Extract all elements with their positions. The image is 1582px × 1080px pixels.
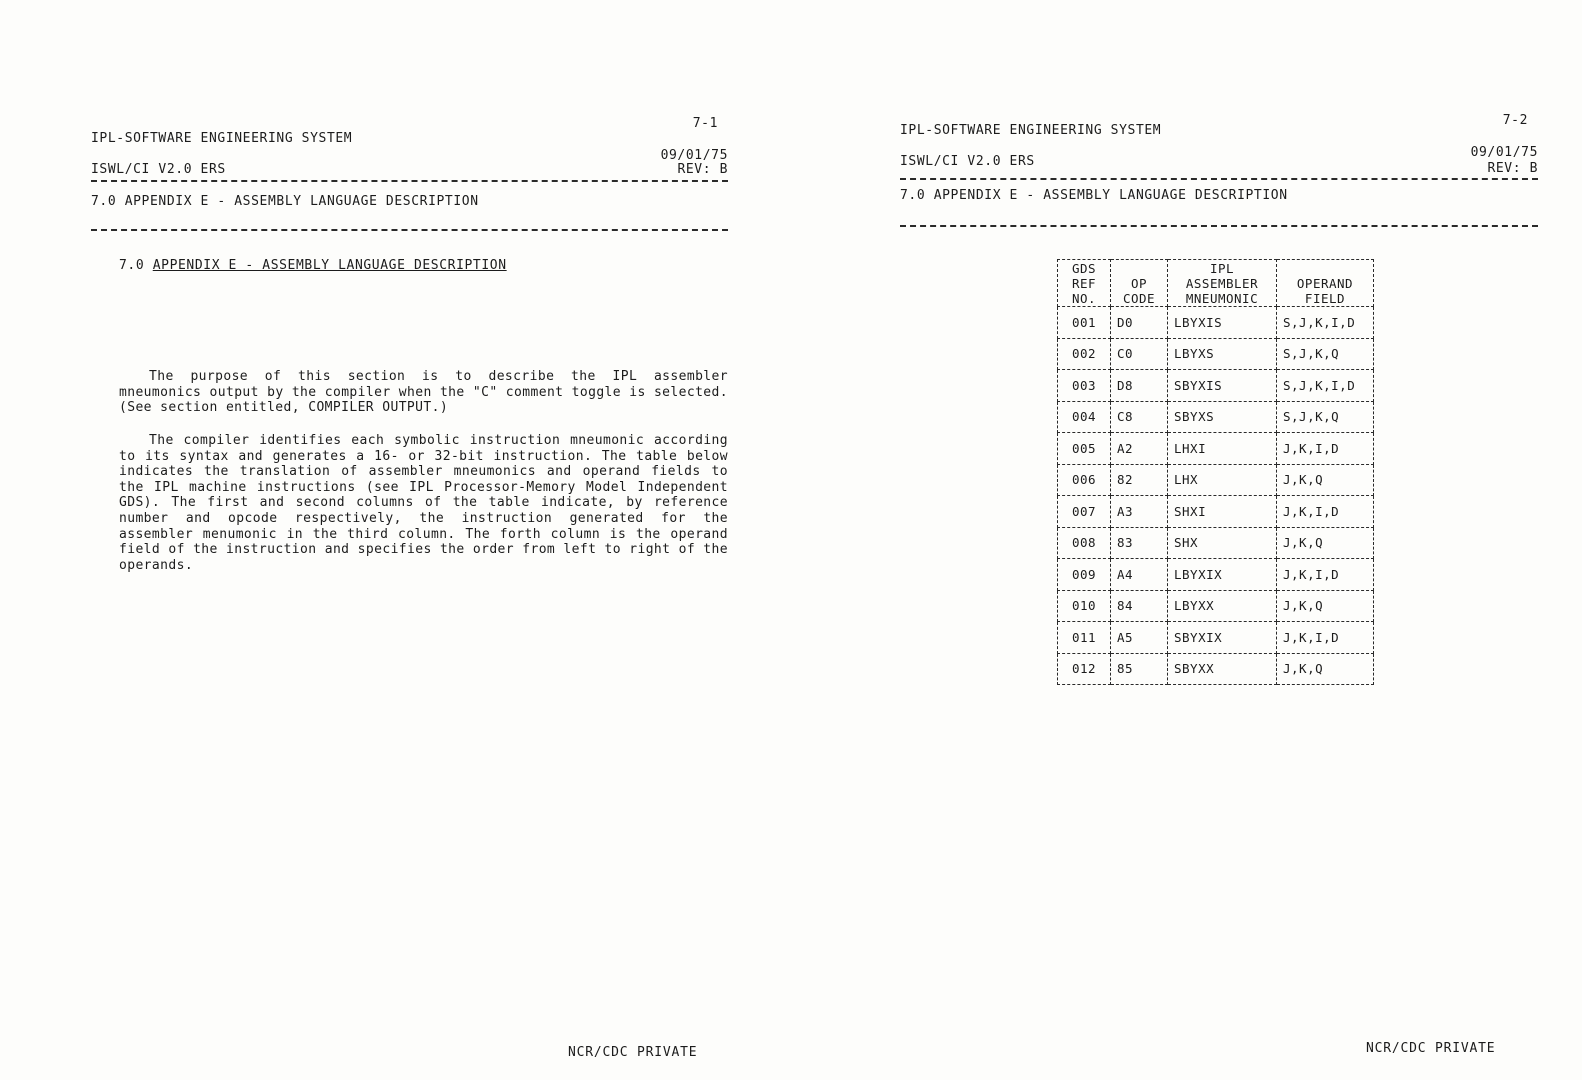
table-row [1058, 401, 1374, 433]
opcode-cell: 84 [1111, 590, 1168, 622]
section-header: 7.0 APPENDIX E - ASSEMBLY LANGUAGE DESCRIPTION [91, 194, 479, 209]
page-number: 7-1 [692, 116, 718, 131]
mneumonic-cell: SBYXIX [1168, 622, 1277, 654]
operand-cell: S,J,K,I,D [1277, 370, 1374, 402]
operand-cell: J,K,I,D [1277, 559, 1374, 591]
page-7-2 [800, 0, 1582, 1080]
section-rule [900, 225, 1538, 227]
operand-cell: S,J,K,Q [1277, 338, 1374, 370]
footer-private: NCR/CDC PRIVATE [568, 1045, 698, 1060]
ref-no-cell: 003 [1058, 370, 1111, 402]
mneumonic-cell: LBYXIX [1168, 559, 1277, 591]
table-row [1058, 559, 1374, 591]
section-heading [119, 258, 507, 273]
ref-no-cell: 004 [1058, 401, 1111, 433]
operand-cell: J,K,Q [1277, 464, 1374, 496]
opcode-cell: 85 [1111, 653, 1168, 685]
heading-number: 7.0 [119, 258, 145, 273]
opcode-cell: A2 [1111, 433, 1168, 465]
opcode-cell: A3 [1111, 496, 1168, 528]
table-row [1058, 370, 1374, 402]
mneumonic-cell: LBYXX [1168, 590, 1277, 622]
opcode-table [1057, 259, 1374, 685]
mneumonic-cell: SHXI [1168, 496, 1277, 528]
doc-revision: REV: B [1487, 161, 1538, 176]
footer-private: NCR/CDC PRIVATE [1366, 1041, 1496, 1056]
ref-no-cell: 012 [1058, 653, 1111, 685]
mneumonic-cell: SBYXX [1168, 653, 1277, 685]
mneumonic-cell: LHX [1168, 464, 1277, 496]
ref-no-cell: 002 [1058, 338, 1111, 370]
table-header-row [1058, 260, 1374, 307]
table-row [1058, 653, 1374, 685]
opcode-cell: 82 [1111, 464, 1168, 496]
ref-no-cell: 005 [1058, 433, 1111, 465]
ref-no-cell: 008 [1058, 527, 1111, 559]
paragraph-purpose [119, 369, 728, 416]
header-rule [900, 178, 1538, 180]
col-ipl-assembler-mneumonic: IPL ASSEMBLER MNEUMONIC [1168, 260, 1277, 307]
mneumonic-cell: SBYXIS [1168, 370, 1277, 402]
table-row [1058, 496, 1374, 528]
ref-no-cell: 009 [1058, 559, 1111, 591]
opcode-cell: D8 [1111, 370, 1168, 402]
mneumonic-cell: LHXI [1168, 433, 1277, 465]
operand-cell: J,K,I,D [1277, 433, 1374, 465]
mneumonic-cell: SHX [1168, 527, 1277, 559]
heading-title: APPENDIX E - ASSEMBLY LANGUAGE DESCRIPTION [152, 258, 507, 273]
table-row [1058, 433, 1374, 465]
paragraph-purpose-text: The purpose of this section is to describe the IPL assembler mneumonics output by the compiler when the "C" comment toggle is selected. (See section entitled, COMPILER OUTPUT.) [119, 369, 728, 416]
table-row [1058, 622, 1374, 654]
ref-no-cell: 011 [1058, 622, 1111, 654]
col-op-code: OP CODE [1111, 260, 1168, 307]
opcode-cell: A5 [1111, 622, 1168, 654]
opcode-cell: A4 [1111, 559, 1168, 591]
page-number: 7-2 [1502, 113, 1528, 128]
paragraph-compiler-text: The compiler identifies each symbolic instruction mneumonic according to its syntax and generates a 16- or 32-bit instruction. The table below indicates the translation of assembler mneumonics and operand fields to the IPL machine instructions (see IPL Processor-Memory Model Independent GDS). The first and second columns of the table indicate, by reference number and opcode respectively, the instruction generated for the assembler menumonic in the third column. The forth column is the operand field of the instruction and specifies the order from left to right of the operands. [119, 433, 728, 573]
operand-cell: J,K,Q [1277, 527, 1374, 559]
mneumonic-cell: SBYXS [1168, 401, 1277, 433]
page-7-1 [0, 0, 790, 1080]
table-row [1058, 464, 1374, 496]
opcode-cell: 83 [1111, 527, 1168, 559]
ref-no-cell: 010 [1058, 590, 1111, 622]
operand-cell: S,J,K,Q [1277, 401, 1374, 433]
table-row [1058, 590, 1374, 622]
mneumonic-cell: LBYXIS [1168, 307, 1277, 339]
table-row [1058, 307, 1374, 339]
operand-cell: J,K,I,D [1277, 622, 1374, 654]
doc-id: ISWL/CI V2.0 ERS [91, 162, 226, 177]
header-rule [91, 180, 728, 182]
opcode-cell: C8 [1111, 401, 1168, 433]
doc-revision: REV: B [677, 162, 728, 177]
section-header: 7.0 APPENDIX E - ASSEMBLY LANGUAGE DESCRIPTION [900, 188, 1288, 203]
ref-no-cell: 006 [1058, 464, 1111, 496]
operand-cell: S,J,K,I,D [1277, 307, 1374, 339]
opcode-cell: C0 [1111, 338, 1168, 370]
system-title: IPL-SOFTWARE ENGINEERING SYSTEM [900, 123, 1162, 138]
col-gds-ref-no: GDS REF NO. [1058, 260, 1111, 307]
table-row [1058, 527, 1374, 559]
col-operand-field: OPERAND FIELD [1277, 260, 1374, 307]
doc-id: ISWL/CI V2.0 ERS [900, 154, 1035, 169]
section-rule [91, 229, 728, 231]
operand-cell: J,K,Q [1277, 653, 1374, 685]
doc-date: 09/01/75 [660, 148, 728, 163]
opcode-cell: D0 [1111, 307, 1168, 339]
table-row [1058, 338, 1374, 370]
paragraph-compiler [119, 433, 728, 573]
operand-cell: J,K,Q [1277, 590, 1374, 622]
ref-no-cell: 007 [1058, 496, 1111, 528]
mneumonic-cell: LBYXS [1168, 338, 1277, 370]
ref-no-cell: 001 [1058, 307, 1111, 339]
system-title: IPL-SOFTWARE ENGINEERING SYSTEM [91, 131, 353, 146]
operand-cell: J,K,I,D [1277, 496, 1374, 528]
doc-date: 09/01/75 [1470, 145, 1538, 160]
